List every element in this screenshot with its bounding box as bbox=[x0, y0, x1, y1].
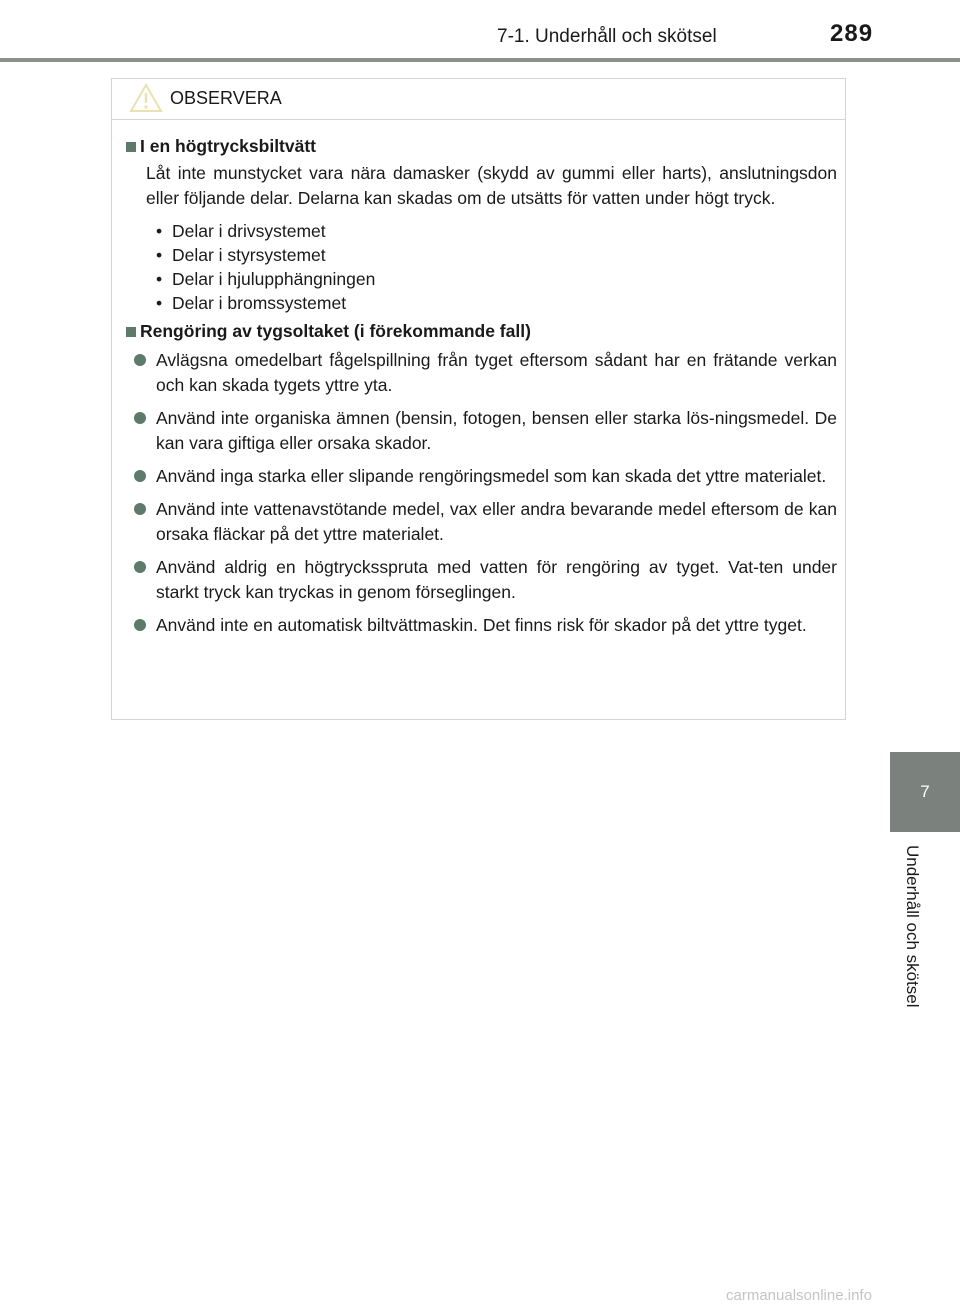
list-item: Använd inte en automatisk biltvättmaskin. Det finns risk för skador på det yttre tyget. bbox=[134, 613, 837, 638]
circle-bullet-icon bbox=[134, 503, 146, 515]
square-bullet-icon bbox=[126, 327, 136, 337]
notice-header bbox=[112, 79, 845, 120]
page-number: 289 bbox=[830, 20, 874, 47]
notice-body bbox=[112, 120, 845, 638]
list-item: Använd inte organiska ämnen (bensin, fotogen, bensen eller starka lös-ningsmedel. De kan vara giftiga eller orsaka skador. bbox=[134, 406, 837, 456]
chapter-tab bbox=[890, 752, 960, 832]
list-item: • Delar i hjulupphängningen bbox=[156, 269, 376, 289]
list-item: Använd inga starka eller slipande rengöringsmedel som kan skada det yttre materialet. bbox=[134, 464, 837, 489]
section-heading-text: I en högtrycksbiltvätt bbox=[140, 136, 317, 156]
list-item: Avlägsna omedelbart fågelspillning från tyget eftersom sådant har en frätande verkan och kan skada tygets yttre yta. bbox=[134, 348, 837, 398]
circle-bullet-icon bbox=[134, 470, 146, 482]
section-heading bbox=[126, 136, 837, 157]
list-item: • Delar i drivsystemet bbox=[156, 221, 326, 241]
chapter-number: 7 bbox=[920, 782, 930, 801]
list-item: Använd inte vattenavstötande medel, vax eller andra bevarande medel eftersom de kan orsaka fläckar på det yttre materialet. bbox=[134, 497, 837, 547]
circle-bullet-icon bbox=[134, 561, 146, 573]
section-paragraph: Låt inte munstycket vara nära damasker (skydd av gummi eller harts), anslutningsdon eller följande delar. Delarna kan skadas om de utsätts för vatten under högt tryck. bbox=[146, 163, 837, 208]
section-heading-text: Rengöring av tygsoltaket (i förekommande fall) bbox=[140, 321, 531, 341]
header-section-title: 7-1. Underhåll och skötsel bbox=[497, 26, 717, 47]
chapter-title: Underhåll och skötsel bbox=[903, 845, 922, 1008]
circle-bullet-icon bbox=[134, 412, 146, 424]
warning-triangle-icon bbox=[129, 83, 163, 113]
watermark: carmanualsonline.info bbox=[726, 1287, 872, 1304]
section-heading bbox=[126, 321, 837, 342]
circle-bullet-icon bbox=[134, 619, 146, 631]
notice-box bbox=[111, 78, 846, 720]
list-item: • Delar i styrsystemet bbox=[156, 245, 326, 265]
header-divider bbox=[0, 58, 960, 62]
notice-title: OBSERVERA bbox=[170, 88, 282, 108]
list-item: • Delar i bromssystemet bbox=[156, 293, 347, 313]
square-bullet-icon bbox=[126, 142, 136, 152]
list-item: Använd aldrig en högtrycksspruta med vatten för rengöring av tyget. Vat-ten under starkt tryck kan tryckas in genom förseglingen. bbox=[134, 555, 837, 605]
circle-bullet-icon bbox=[134, 354, 146, 366]
parts-list bbox=[156, 219, 837, 315]
